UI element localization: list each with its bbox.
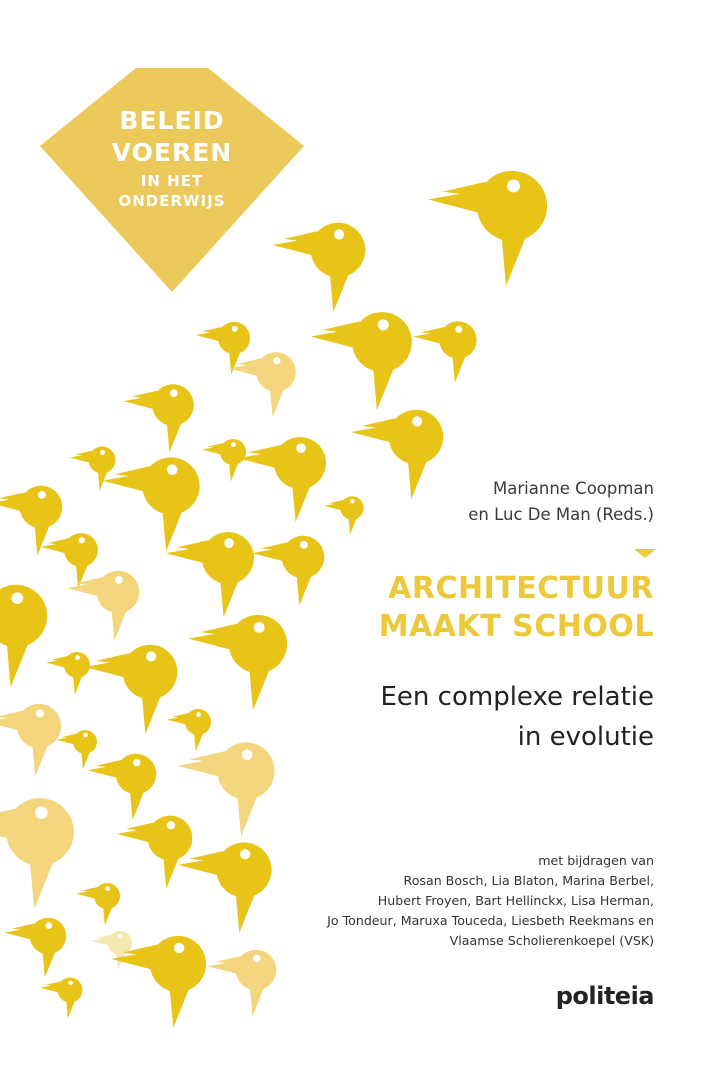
contributors-lead: met bijdragen van — [538, 853, 654, 868]
authors-block — [468, 476, 654, 528]
title-line-1: ARCHITECTUUR — [388, 571, 654, 606]
contributors-line: Vlaamse Scholierenkoepel (VSK) — [449, 933, 654, 948]
series-line-3: IN HET — [140, 172, 204, 190]
series-line-2: VOEREN — [111, 138, 233, 167]
contributors-block — [327, 851, 654, 951]
book-subtitle — [381, 677, 655, 757]
contributors-line: Rosan Bosch, Lia Blaton, Marina Berbel, — [403, 873, 654, 888]
triangle-marker-icon — [634, 549, 656, 559]
publisher-logo: politeia — [555, 982, 654, 1010]
contributors-line: Jo Tondeur, Maruxa Touceda, Liesbeth Reekmans en — [327, 913, 654, 928]
series-line-4: ONDERWIJS — [118, 192, 226, 210]
subtitle-line-1: Een complexe relatie — [380, 682, 654, 712]
authors-line-2: en Luc De Man (Reds.) — [468, 505, 654, 524]
title-line-2: MAAKT SCHOOL — [378, 609, 654, 644]
subtitle-line-2: in evolutie — [517, 722, 654, 752]
series-line-1: BELEID — [119, 106, 225, 135]
book-title — [379, 570, 654, 646]
authors-line-1: Marianne Coopman — [493, 479, 654, 498]
contributors-line: Hubert Froyen, Bart Hellinckx, Lisa Herman, — [377, 893, 654, 908]
